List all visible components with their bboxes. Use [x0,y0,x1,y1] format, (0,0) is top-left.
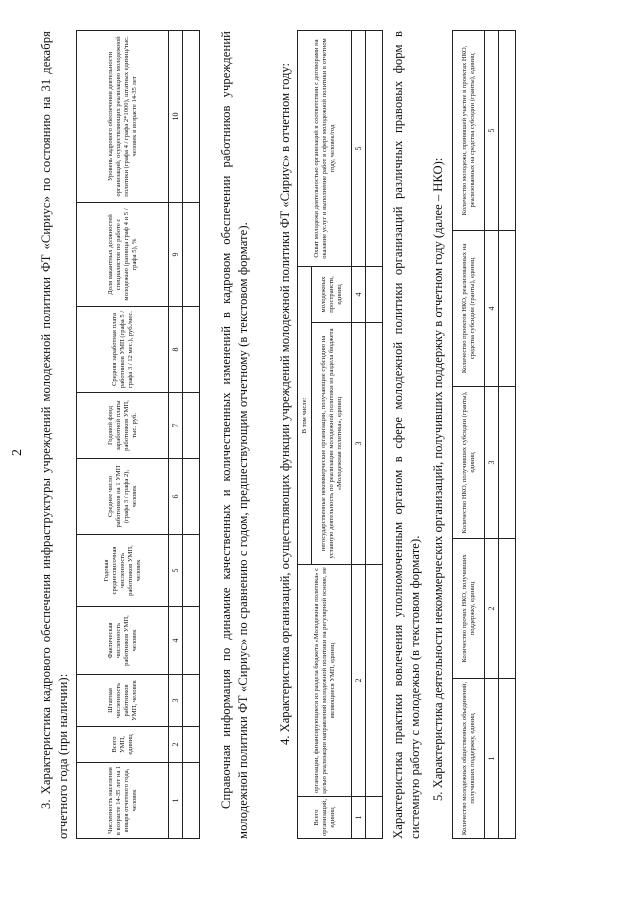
org-header-cell: Охват молодежи деятельностью организаций в соответствии с договорами на оказание услуг и выполнение работ в сфере молодежной политики в отчетном году, человек/год [298,31,352,267]
data-cell[interactable] [183,31,200,203]
column-number: 3 [169,675,183,727]
section3-title: 3. Характеристика кадрового обеспечения инфраструктуры учреждений молодежной политики ФТ «Сириус» по состоянию на 31 декабря отчетного года (при наличии): [39,31,70,839]
staffing-table [76,30,200,839]
column-number: 4 [352,267,366,323]
staffing-header-row [77,31,169,839]
data-cell[interactable] [366,267,383,323]
column-number: 10 [169,31,183,203]
column-number: 9 [169,203,183,307]
nko-header-cell: Количество НКО, получивших субсидии (гранты), единиц [453,387,485,539]
org-header-cell: Всего организаций, единиц [298,797,352,839]
column-number: 7 [169,393,183,459]
organizations-table [297,30,383,839]
column-number: 2 [169,727,183,763]
data-cell[interactable] [183,727,200,763]
staffing-header-cell: Численность населения в возрасте 14-35 лет на 1 января отчетного года, человек [77,763,169,839]
nko-header-cell: Количество проектов НКО, реализованных на средства субсидии (гранты), единиц [453,231,485,387]
nko-empty-row [499,31,516,839]
nko-header-cell: Количество молодежных общественных объединений, получивших поддержку, единиц [453,679,485,839]
page-number: 2 [10,449,25,456]
section5-title: 5. Характеристика деятельности некоммерческих организаций, получивших поддержку в отчетном году (далее – НКО): [431,157,445,801]
data-cell[interactable] [183,307,200,393]
column-number: 4 [169,607,183,675]
data-cell[interactable] [183,203,200,307]
staffing-header-cell: Годовой фонд заработной платы работников УМП, тыс. руб. [77,393,169,459]
column-number: 2 [485,539,499,679]
column-number: 5 [352,31,366,267]
data-cell[interactable] [183,763,200,839]
column-number: 5 [485,31,499,231]
staffing-header-cell: Фактическая численность работников УМП, человек [77,607,169,675]
staffing-header-cell: Всего УМП, единиц [77,727,169,763]
nko-table [452,30,516,839]
nko-header-row [453,31,485,839]
data-cell[interactable] [183,535,200,607]
column-number: 6 [169,459,183,535]
staffing-header-cell: Уровень кадрового обеспечения деятельности организаций, осуществляющих реализацию молодежной политики (графа 4 / графа 2*1000), штатных единиц/тыс. человек в возрасте 14-35 лет [77,31,169,203]
column-number: 3 [352,323,366,565]
column-number: 1 [352,797,366,839]
data-cell[interactable] [366,323,383,565]
org-header-row-1 [298,31,312,839]
data-cell[interactable] [499,539,516,679]
column-number: 1 [485,679,499,839]
data-cell[interactable] [183,675,200,727]
practice-note: Характеристика практики вовлечения уполномоченным органом в сфере молодежной политики организаций различных правовых форм в системную работу с молодежью (в текстовом формате). [391,31,422,839]
column-number: 3 [485,387,499,539]
staffing-empty-row [183,31,200,839]
column-number: 8 [169,307,183,393]
column-number: 1 [169,763,183,839]
org-header-cell: негосударственные некоммерческие организации, получающие субсидию на уставную деятельность по реализации молодежной политики из раздела бюджета «Молодежная политика», единиц [312,323,352,565]
column-number: 2 [352,565,366,797]
section4-title: 4. Характеристика организаций, осуществляющих функции учреждений молодежной политики ФТ «Сириус» в отчетном году: [278,62,292,745]
org-header-cell: молодежных пространств, единиц [312,267,352,323]
org-header-cell: организации, финансирующиеся из раздела бюджета «Молодежная политика» с целью реализации направлений молодежной политики на регулярной основе, не являющиеся УМП, единиц [298,565,352,797]
staffing-header-cell: Штатная численность работников УМП, человек [77,675,169,727]
org-number-row [352,31,366,839]
org-group-header: В том числе: [298,267,312,565]
reference-note: Справочная информация по динамике качественных и количественных изменений в кадровом обеспечении работников учреждений молодежной политики ФТ «Сириус» по сравнению с годом, предшествующим отчетному (в текстовом формате). [219,31,250,839]
data-cell[interactable] [366,797,383,839]
nko-number-row [485,31,499,839]
data-cell[interactable] [366,565,383,797]
nko-header-cell: Количество молодежи, принявшей участие в проектах НКО, реализованных на средства субсидии (гранты), единиц [453,31,485,231]
data-cell[interactable] [499,31,516,231]
org-empty-row [366,31,383,839]
data-cell[interactable] [366,31,383,267]
column-number: 5 [169,535,183,607]
nko-header-cell: Количество прочих НКО, получивших поддержку, единиц [453,539,485,679]
data-cell[interactable] [183,393,200,459]
data-cell[interactable] [499,679,516,839]
data-cell[interactable] [183,459,200,535]
staffing-header-cell: Доля вакантных должностей специалистов по работе с молодежью (разница граф 4 и 5 / графа 5), % [77,203,169,307]
data-cell[interactable] [499,387,516,539]
data-cell[interactable] [499,231,516,387]
data-cell[interactable] [183,607,200,675]
column-number: 4 [485,231,499,387]
staffing-header-cell: Среднее число работников на 1 УМП (графа 3 / графа 2), человек [77,459,169,535]
staffing-number-row [169,31,183,839]
staffing-header-cell: Средняя заработная плата работников УМП (графа 5 / графа 3 / 12 мес.), руб./мес. [77,307,169,393]
staffing-header-cell: Годовая среднесписочная численность работников УМП, человек [77,535,169,607]
